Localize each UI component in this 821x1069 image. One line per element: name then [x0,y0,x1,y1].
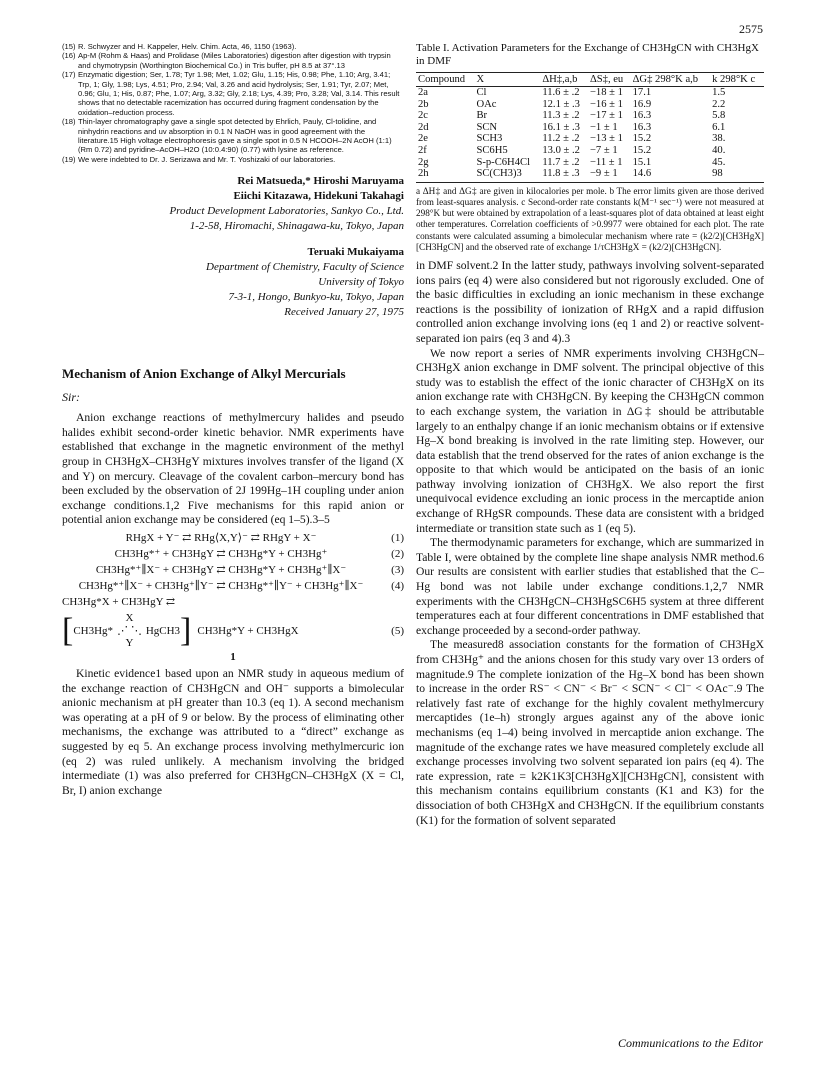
bridge-lines: ⋰ ⋱ [117,625,142,638]
table-row [416,145,764,157]
table-cell: 2a [418,87,428,98]
equation-lead: CH3Hg*X + CH3HgY ⇄ [62,596,176,609]
paragraph: The measured8 association constants for the formation of CH3HgX from CH3Hg⁺ and the anions chosen for this study vary over 13 orders of magnitude.9 The complete ionization of the Hg–X bond has been shown to increase in the order RS⁻ < CN⁻ < Br⁻ < SCN⁻ < Cl⁻ < OAc⁻.9 The relatively fast rate of exchange for the highly covalent methylmercury mercaptides (1e–h) strongly argues against any of the above ionic mechanisms (eq 1–4) being involved in mercaptide anion exchange. The magnitude of the exchange rates we have measured completely exclude all exchange processes involving two solvent separated ion pairs (eq 4). The rate expression, rate = k2K1K3[CH3HgX][CH3HgCN], consistent with this mechanism contains equilibrium constants (K1 and K3) for the dissociation of both CH3HgX and CH3HgCN. If the equilibrium constants (K1) for the formation of solvent separated [416,638,764,827]
paragraph: Anion exchange reactions of methylmercury halides and pseudo halides exhibit second-order kinetic behavior. NMR experiments have established that exchange in the magnetic environment of the methyl group in CH3HgX–CH3HgY mixtures involves transfer of the ligand (X and Y) on mercury. Cleavage of the covalent carbon–mercury bond has been excluded by the observation of 2J 199Hg–1H coupling under anion exchange conditions.1,2 Five mechanisms for this rapid anion or potential anion exchange may be considered (eq 1–5).3–5 [62,411,404,527]
equation-number: (3) [391,563,404,576]
received-date: Received January 27, 1975 [284,306,404,319]
table-row [416,122,764,134]
table-cell: 2b [418,98,429,110]
table-cell: Cl [476,87,487,98]
table-cell: 13.0 ± .2 [542,144,580,156]
equation-number: (2) [391,547,404,560]
column-header: ΔG‡ 298°K a,b [631,73,711,87]
equation-body: RHgX + Y⁻ ⇄ RHg⟨X,Y⟩⁻ ⇄ RHgY + X⁻ [125,532,317,545]
table-cell: 2d [418,121,429,133]
table-cell: 12.1 ± .3 [542,98,580,110]
affiliation: 1-2-58, Hiromachi, Shinagawa-ku, Tokyo, Japan [189,220,404,233]
left-bracket: [ [62,611,74,649]
paragraph: We now report a series of NMR experiments involving CH3HgCN–CH3HgX anion exchange in DMF solvent. The principal objective of this study was to establish the effect of the ionic character of CH3HgX on its anion exchange rate with CH3HgCN. By keeping the CH3HgCN common to each exchange system, the variation in ΔG‡ should be attributable largely to an enthalpy change if an ionic mechanism obtains or if extensive Hg–X bond breaking is involved in the rate limiting step. However, our data establish that the trend observed for the rates of anion exchange is the opposite to that which would be anticipated on the basis of an ionic pathway involving ionization of CH3HgX. We also report the first unequivocal evidence excluding an ionic process in the mercaptide anion exchange of RHgSR compounds. These data are consistent with a bridged intermediate or transition state such as 1 (eq 5). [416,346,764,535]
equation-body: CH3Hg*⁺ + CH3HgY ⇄ CH3Hg*Y + CH3Hg⁺ [114,548,328,561]
affiliation: 7-3-1, Hongo, Bunkyo-ku, Tokyo, Japan [228,291,404,304]
reference-item [62,155,404,164]
column-header: k 298°K c [710,73,764,87]
affiliation: Product Development Laboratories, Sankyo Co., Ltd. [169,205,404,218]
table-cell: 17.1 [632,87,652,98]
table-cell: 15.2 [632,144,652,156]
paragraph: in DMF solvent.2 In the latter study, pathways involving solvent-separated ions pairs (eq 4) were also considered but not rigorously excluded. One of the basic difficulties in excluding an ionic mechanism in these exchange reactions is the possibility of ionization of RHgX and a rapid diffusion controlled anion exchange involving ions (eq 1 and 2) or reactive solvent-separated ion pairs (eq 3 and 4).3 [416,258,764,345]
reference-text: R. Schwyzer and H. Kappeler, Helv. Chim. Acta, 46, 1150 (1963). [78,42,297,51]
reference-text: Ap-M (Rohm & Haas) and Prolidase (Miles Laboratories) digestion after digestion with trypsin and chymotrypsin (Worthington Biochemical Co.) in Tris buffer, pH 8.5 at 37°.13 [78,51,391,70]
table-cell: 45. [712,156,726,168]
table-caption: Table I. Activation Parameters for the Exchange of CH3HgCN with CH3HgX in DMF [416,42,759,67]
paragraph: Kinetic evidence1 based upon an NMR study in aqueous medium of the exchange reaction of CH3HgCN and OH⁻ supports a bimolecular anionic mechanism at pH greater than 10.3 (eq 1). A second mechanism was operating at a pH of 9 or below. By the process of eliminating other mechanisms, the exchange was attributed to a “direct” exchange as suggested by eq 5. An exchange process involving methylmercuric ion (eq 2) was ruled unlikely. A mechanism involving the bridged intermediate (1) was also preferred for CH3HgCN–CH3HgX (X = Cl, Br, I) anion exchange [62,667,404,797]
page-number: 2575 [739,22,763,36]
activation-parameters-table [416,72,764,183]
table-cell: −13 ± 1 [589,133,623,145]
reference-number: (18) [62,117,76,127]
table-cell: 5.8 [712,110,726,122]
table-row [416,168,764,182]
bridge-top-atom: X [125,612,134,625]
table-row [416,87,764,99]
table-cell: 2e [418,133,428,145]
column-header: ΔH‡,a,b [540,73,588,87]
table-cell: SCH3 [476,133,503,145]
reference-item [62,42,404,51]
bridged-intermediate [62,612,404,649]
table-cell: 2h [416,168,474,182]
right-bracket: ] [180,611,192,649]
equation-body: CH3Hg*⁺∥X⁻ + CH3HgY ⇄ CH3Hg*Y + CH3Hg⁺∥X⁻ [95,564,347,577]
structure-left-group: CH3Hg* [73,624,114,637]
table-cell: 38. [712,133,726,145]
table-cell: −1 ± 1 [589,121,618,133]
author-names: Teruaki Mukaiyama [307,246,404,259]
table-cell: 16.1 ± .3 [542,121,580,133]
reference-text: We were indebted to Dr. J. Serizawa and Mr. T. Yoshizaki of our laboratories. [78,154,336,164]
equation-number: (5) [391,624,404,637]
table-cell: −9 ± 1 [588,168,631,182]
reference-item [62,117,404,155]
table-cell: SC6H5 [476,144,508,156]
table-cell: 6.1 [712,121,726,133]
reference-number: (15) [62,42,76,51]
column-header: X [474,73,540,87]
table-row [416,157,764,169]
table-cell: −18 ± 1 [589,87,623,98]
table-cell: SCN [476,121,498,133]
table-cell: 16.3 [632,110,652,122]
paragraph: The thermodynamic parameters for exchange, which are summarized in Table I, were obtained by the complete line shape analysis NMR method.6 Our results are consistent with earlier studies that established that the C–Hg bond was not labile under exchange conditions.1,2,7 NMR experiments with the CH3HgCN–CH3HgSC6H5 system at three different temperatures each at four different concentrations in DMF established that exchange proceeded by a second-order pathway. [416,536,764,637]
table-cell: Br [476,110,488,122]
author-names: Eiichi Kitazawa, Hidekuni Takahagi [233,190,404,203]
reference-item [62,51,404,70]
table-cell: 11.2 ± .2 [542,133,580,145]
table-row [416,99,764,111]
article-title: Mechanism of Anion Exchange of Alkyl Mercurials [62,366,346,382]
table-cell: S-p-C6H4Cl [476,156,531,168]
table-cell: 11.7 ± .2 [542,156,580,168]
page-footer: Communications to the Editor [618,1036,763,1050]
table-cell: 15.1 [632,156,652,168]
reference-number: (19) [62,154,76,164]
affiliation: Department of Chemistry, Faculty of Science [206,261,404,274]
table-cell: 11.6 ± .2 [542,87,580,98]
table-cell: SC(CH3)3 [474,168,540,182]
equation [62,563,404,576]
table-cell: 14.6 [631,168,711,182]
table-cell: 15.2 [632,133,652,145]
bridge-atoms [113,612,146,649]
table-cell: 98 [710,168,764,182]
table-cell: 40. [712,144,726,156]
equation-body: CH3Hg*⁺∥X⁻ + CH3Hg⁺∥Y⁻ ⇄ CH3Hg*⁺∥Y⁻ + CH3Hg⁺∥X⁻ [78,580,364,593]
table-cell: 11.3 ± .2 [542,110,580,122]
table-notes: a ΔH‡ and ΔG‡ are given in kilocalories per mole. b The error limits given are those derived from least-squares analysis. c Second-order rate constants k(M⁻¹ sec⁻¹) were not measured at 298°K but were obtained by extrapolation of a least-squares plot of data obtained at least eight other temperatures. Correlation coefficients of >0.9977 were obtained for each plot. The rate constants were calculated assuming a bimolecular mechanism where rate = (k2/2)[CH3HgX][CH3HgCN] and the observed rate of exchange 1/τCH3HgX = (k2/2)[CH3HgCN]. [416,185,764,252]
reference-item [62,70,404,117]
table-cell: OAc [476,98,497,110]
table-cell: 11.8 ± .3 [540,168,588,182]
equation [62,595,404,608]
right-column [416,42,764,828]
reference-number: (17) [62,70,76,80]
table-cell: 2.2 [712,98,726,110]
table-cell: 2g [418,156,429,168]
reference-text: Thin-layer chromatography gave a single spot detected by Ehrlich, Pauly, Cl-tolidine, and ninhydrin reactions and uv absorption in 0.1 N NaOH was in good agreement with the literature.15 High voltage electrophoresis gave a single spot in 0.5 N HCOOH–2N AcOH (1:1) (Rm 0.72) and pyridine–AcOH–H2O (10:0.4:90) (0.77) with lysine as reference. [78,117,392,155]
table-cell: 2c [418,110,428,122]
column-header: ΔS‡, eu [588,73,631,87]
structure-right-group: HgCH3 [145,624,181,637]
equation [62,579,404,592]
table-cell: −11 ± 1 [589,156,623,168]
reference-text: Enzymatic digestion; Ser, 1.78; Tyr 1.98; Met, 1.02; Glu, 1.15; His, 0.98; Phe, 1.10; Arg, 3.41; Trp, 1; Gly, 1.98; Lys, 4.51; Pro, 2.94; Val, 3.26 and acid hydrolysis; Ser, 1.91; Tyr, 2.07; Met, 0.96; Glu, 1; His, 0.87; Phe, 1.07; Arg, 3.32; Gly, 2.18; Lys, 4.39; Pro, 3.28; Val, 3.14. This result shows that no detectable racemization has occurred during fragment condensation by the oxidation–reduction process. [78,70,400,117]
table-cell: −16 ± 1 [589,98,623,110]
table-cell: 16.9 [632,98,652,110]
column-header: Compound [416,73,474,87]
table-header-row [416,73,764,87]
table-row [416,110,764,122]
left-column [62,42,404,798]
salutation: Sir: [62,390,80,405]
table-cell: 16.3 [632,121,652,133]
equation [62,547,404,560]
reference-number: (16) [62,51,76,61]
table-cell: −7 ± 1 [589,144,618,156]
bridge-bottom-atom: Y [125,637,134,650]
structure-label: 1 [230,651,236,664]
equation [62,531,404,544]
author-block [62,174,404,320]
table-cell: 2f [418,144,427,156]
affiliation: University of Tokyo [318,276,404,289]
equation-products: CH3Hg*Y + CH3HgX [197,624,299,637]
reference-list [62,42,404,164]
table-cell: 1.5 [712,87,726,98]
equation-number: (1) [391,531,404,544]
equation-number: (4) [391,579,404,592]
author-names: Rei Matsueda,* Hiroshi Maruyama [237,175,404,188]
table-row [416,133,764,145]
table-cell: −17 ± 1 [589,110,623,122]
